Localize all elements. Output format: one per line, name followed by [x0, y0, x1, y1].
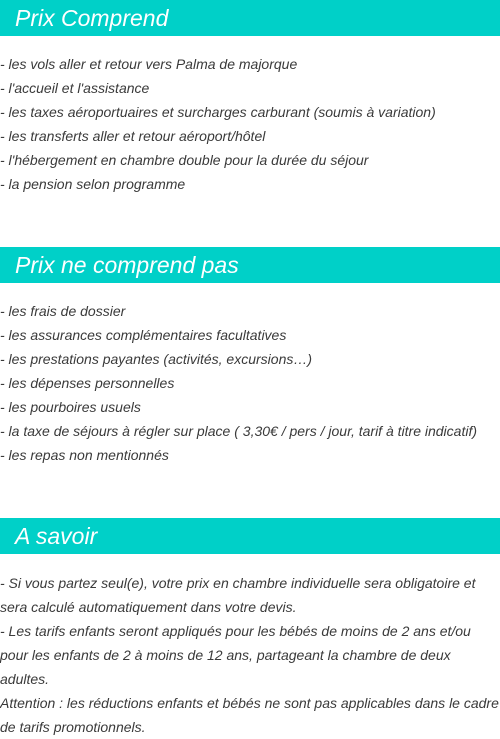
list-item: - la pension selon programme	[0, 176, 186, 192]
info-paragraph: Attention : les réductions enfants et bébés ne sont pas applicables dans le cadre de tarifs promotionnels.	[0, 695, 499, 735]
section-prix-ne-comprend-pas	[0, 247, 500, 467]
list-item: - les pourboires usuels	[0, 399, 141, 415]
list-item: - les frais de dossier	[0, 303, 126, 319]
list-item: - les vols aller et retour vers Palma de majorque	[0, 56, 298, 72]
list-item: - les dépenses personnelles	[0, 375, 175, 391]
info-text	[0, 571, 500, 739]
list-item: - les assurances complémentaires facultatives	[0, 327, 287, 343]
info-paragraph: - Les tarifs enfants seront appliqués pour les bébés de moins de 2 ans et/ou pour les enfants de 2 à moins de 12 ans, partageant la chambre de deux adultes.	[0, 623, 471, 687]
section-title: A savoir	[15, 523, 98, 549]
section-prix-comprend	[0, 0, 500, 196]
section-title: Prix ne comprend pas	[15, 252, 239, 278]
list-item: - les repas non mentionnés	[0, 447, 169, 463]
list-item: - les prestations payantes (activités, excursions…)	[0, 351, 313, 367]
section-header	[0, 518, 500, 554]
section-header	[0, 247, 500, 283]
excluded-list	[0, 299, 500, 467]
list-item: - la taxe de séjours à régler sur place ( 3,30€ / pers / jour, tarif à titre indicatif)	[0, 423, 477, 439]
list-item: - l'accueil et l'assistance	[0, 80, 150, 96]
section-header	[0, 0, 500, 36]
list-item: - l'hébergement en chambre double pour la durée du séjour	[0, 152, 369, 168]
included-list	[0, 52, 500, 196]
section-title: Prix Comprend	[15, 5, 169, 31]
list-item: - les taxes aéroportuaires et surcharges carburant (soumis à variation)	[0, 104, 436, 120]
section-a-savoir	[0, 518, 500, 739]
list-item: - les transferts aller et retour aéroport/hôtel	[0, 128, 266, 144]
info-paragraph: - Si vous partez seul(e), votre prix en chambre individuelle sera obligatoire et sera calculé automatiquement dans votre devis.	[0, 575, 476, 615]
